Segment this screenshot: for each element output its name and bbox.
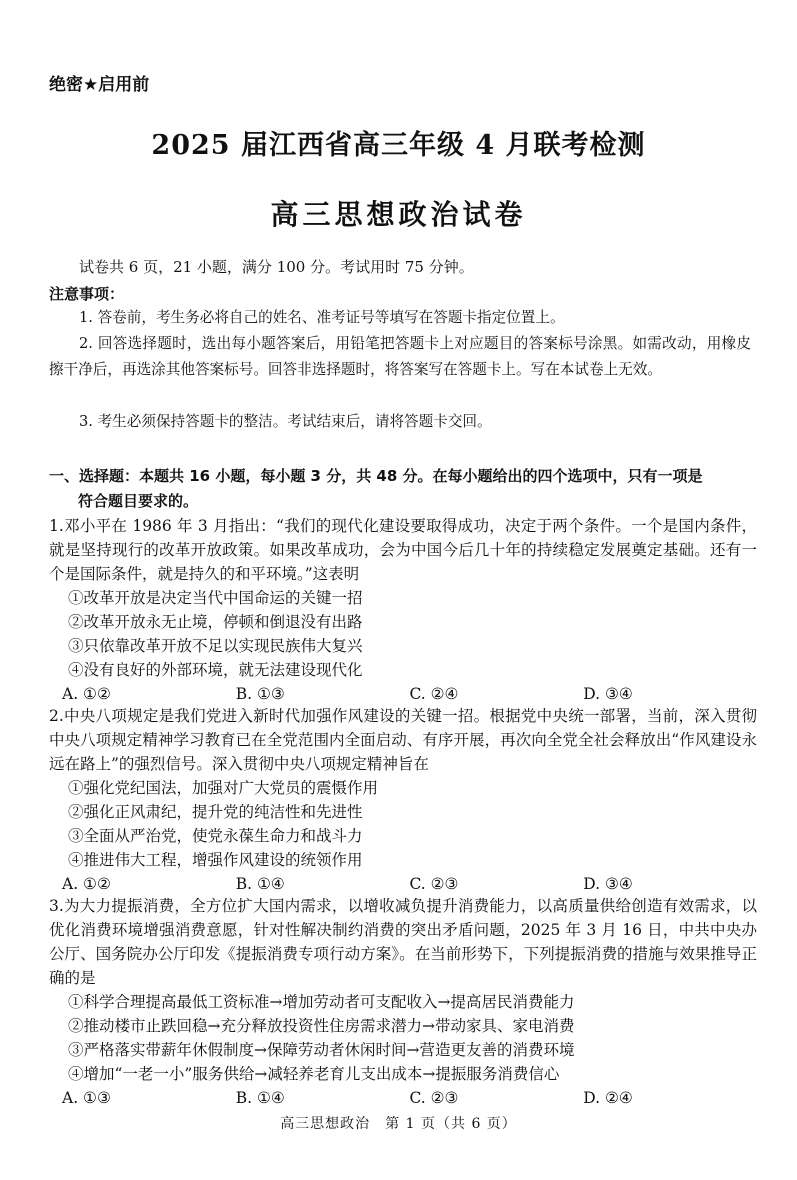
statement: ④增加“一老一小”服务供给→减轻养老育儿支出成本→提振服务消费信心: [68, 1065, 560, 1083]
option-b: B. ①④: [235, 1089, 285, 1107]
question-number: 1.: [49, 517, 64, 535]
question-number: 2.: [49, 707, 64, 725]
question-2: [49, 704, 757, 896]
option-d: D. ③④: [583, 875, 633, 893]
question-text: 为大力提振消费，全方位扩大国内需求，以增收减负提升消费能力，以高质量供给创造有效需求，以优化消费环境增强消费意愿，针对性解决制约消费的突出矛盾问题，2025 年 3 月 16 日，中共中央办公厅、国务院办公厅印发《提振消费专项行动方案》。在当前形势下，下列提振消费的措施与效果推导正确的是: [49, 897, 757, 987]
question-1: [49, 514, 757, 706]
answer-options: [49, 682, 757, 706]
statement: ①改革开放是决定当代中国命运的关键一招: [68, 589, 363, 607]
notice-item: 2. 回答选择题时，选出每小题答案后，用铅笔把答题卡上对应题目的答案标号涂黑。如需改动，用橡皮擦干净后，再选涂其他答案标号。回答非选择题时，将答案写在答题卡上。写在本试卷上无效。: [49, 335, 751, 378]
exam-subtitle: 高三思想政治试卷: [270, 198, 527, 231]
answer-options: [49, 872, 757, 896]
option-b: B. ①④: [235, 875, 285, 893]
statement: ③全面从严治党，使党永葆生命力和战斗力: [68, 827, 363, 845]
notice-heading: 注意事项：: [49, 285, 125, 303]
exam-intro: 试卷共 6 页，21 小题，满分 100 分。考试用时 75 分钟。: [79, 258, 474, 276]
question-stem: [49, 894, 757, 990]
section-heading-line: 一、选择题：本题共 16 小题，每小题 3 分，共 48 分。在每小题给出的四个选项中，只有一项是: [49, 467, 703, 485]
question-stem: [49, 704, 757, 776]
question-stem: [49, 514, 757, 586]
statement: ③只依靠改革开放不足以实现民族伟大复兴: [68, 637, 363, 655]
section-heading-line: 符合题目要求的。: [78, 492, 199, 510]
statement: ②推动楼市止跌回稳→充分释放投资性住房需求潜力→带动家具、家电消费: [68, 1017, 575, 1035]
page-footer: 高三思想政治 第 1 页（共 6 页）: [280, 1116, 517, 1132]
notice-item: 3. 考生必须保持答题卡的整洁。考试结束后，请将答题卡交回。: [79, 413, 492, 430]
statement: ②强化正风肃纪，提升党的纯洁性和先进性: [68, 803, 363, 821]
option-c: C. ②③: [409, 875, 459, 893]
confidential-label: 绝密★启用前: [49, 75, 150, 95]
question-3: [49, 894, 757, 1110]
option-d: D. ②④: [583, 1089, 633, 1107]
section-heading: [49, 464, 757, 514]
question-text: 中央八项规定是我们党进入新时代加强作风建设的关键一招。根据党中央统一部署，当前，深入贯彻中央八项规定精神学习教育已在全党范围内全面启动、有序开展，再次向全党全社会释放出“作风建设永远在路上”的强烈信号。深入贯彻中央八项规定精神旨在: [49, 707, 757, 773]
option-c: C. ②④: [409, 685, 459, 703]
answer-options: [49, 1086, 757, 1110]
statement: ①强化党纪国法，加强对广大党员的震慑作用: [68, 779, 379, 797]
statement: ③严格落实带薪年休假制度→保障劳动者休闲时间→营造更友善的消费环境: [68, 1041, 575, 1059]
option-a: A. ①②: [62, 685, 111, 703]
exam-title: 2025 届江西省高三年级 4 月联考检测: [151, 130, 646, 161]
statement: ①科学合理提高最低工资标准→增加劳动者可支配收入→提高居民消费能力: [68, 993, 575, 1011]
option-a: A. ①③: [62, 1089, 111, 1107]
statement: ④没有良好的外部环境，就无法建设现代化: [68, 661, 363, 679]
question-number: 3.: [49, 897, 64, 915]
option-a: A. ①②: [62, 875, 111, 893]
notice-item: 1. 答卷前，考生务必将自己的姓名、准考证号等填写在答题卡指定位置上。: [79, 309, 565, 326]
statement: ④推进伟大工程，增强作风建设的统领作用: [68, 851, 363, 869]
statement: ②改革开放永无止境，停顿和倒退没有出路: [68, 613, 363, 631]
question-text: 邓小平在 1986 年 3 月指出：“我们的现代化建设要取得成功，决定于两个条件。一个是国内条件，就是坚持现行的改革开放政策。如果改革成功，会为中国今后几十年的持续稳定发展奠定基础。还有一个是国际条件，就是持久的和平环境。”这表明: [49, 517, 757, 583]
option-b: B. ①③: [235, 685, 285, 703]
option-d: D. ③④: [583, 685, 633, 703]
option-c: C. ②③: [409, 1089, 459, 1107]
